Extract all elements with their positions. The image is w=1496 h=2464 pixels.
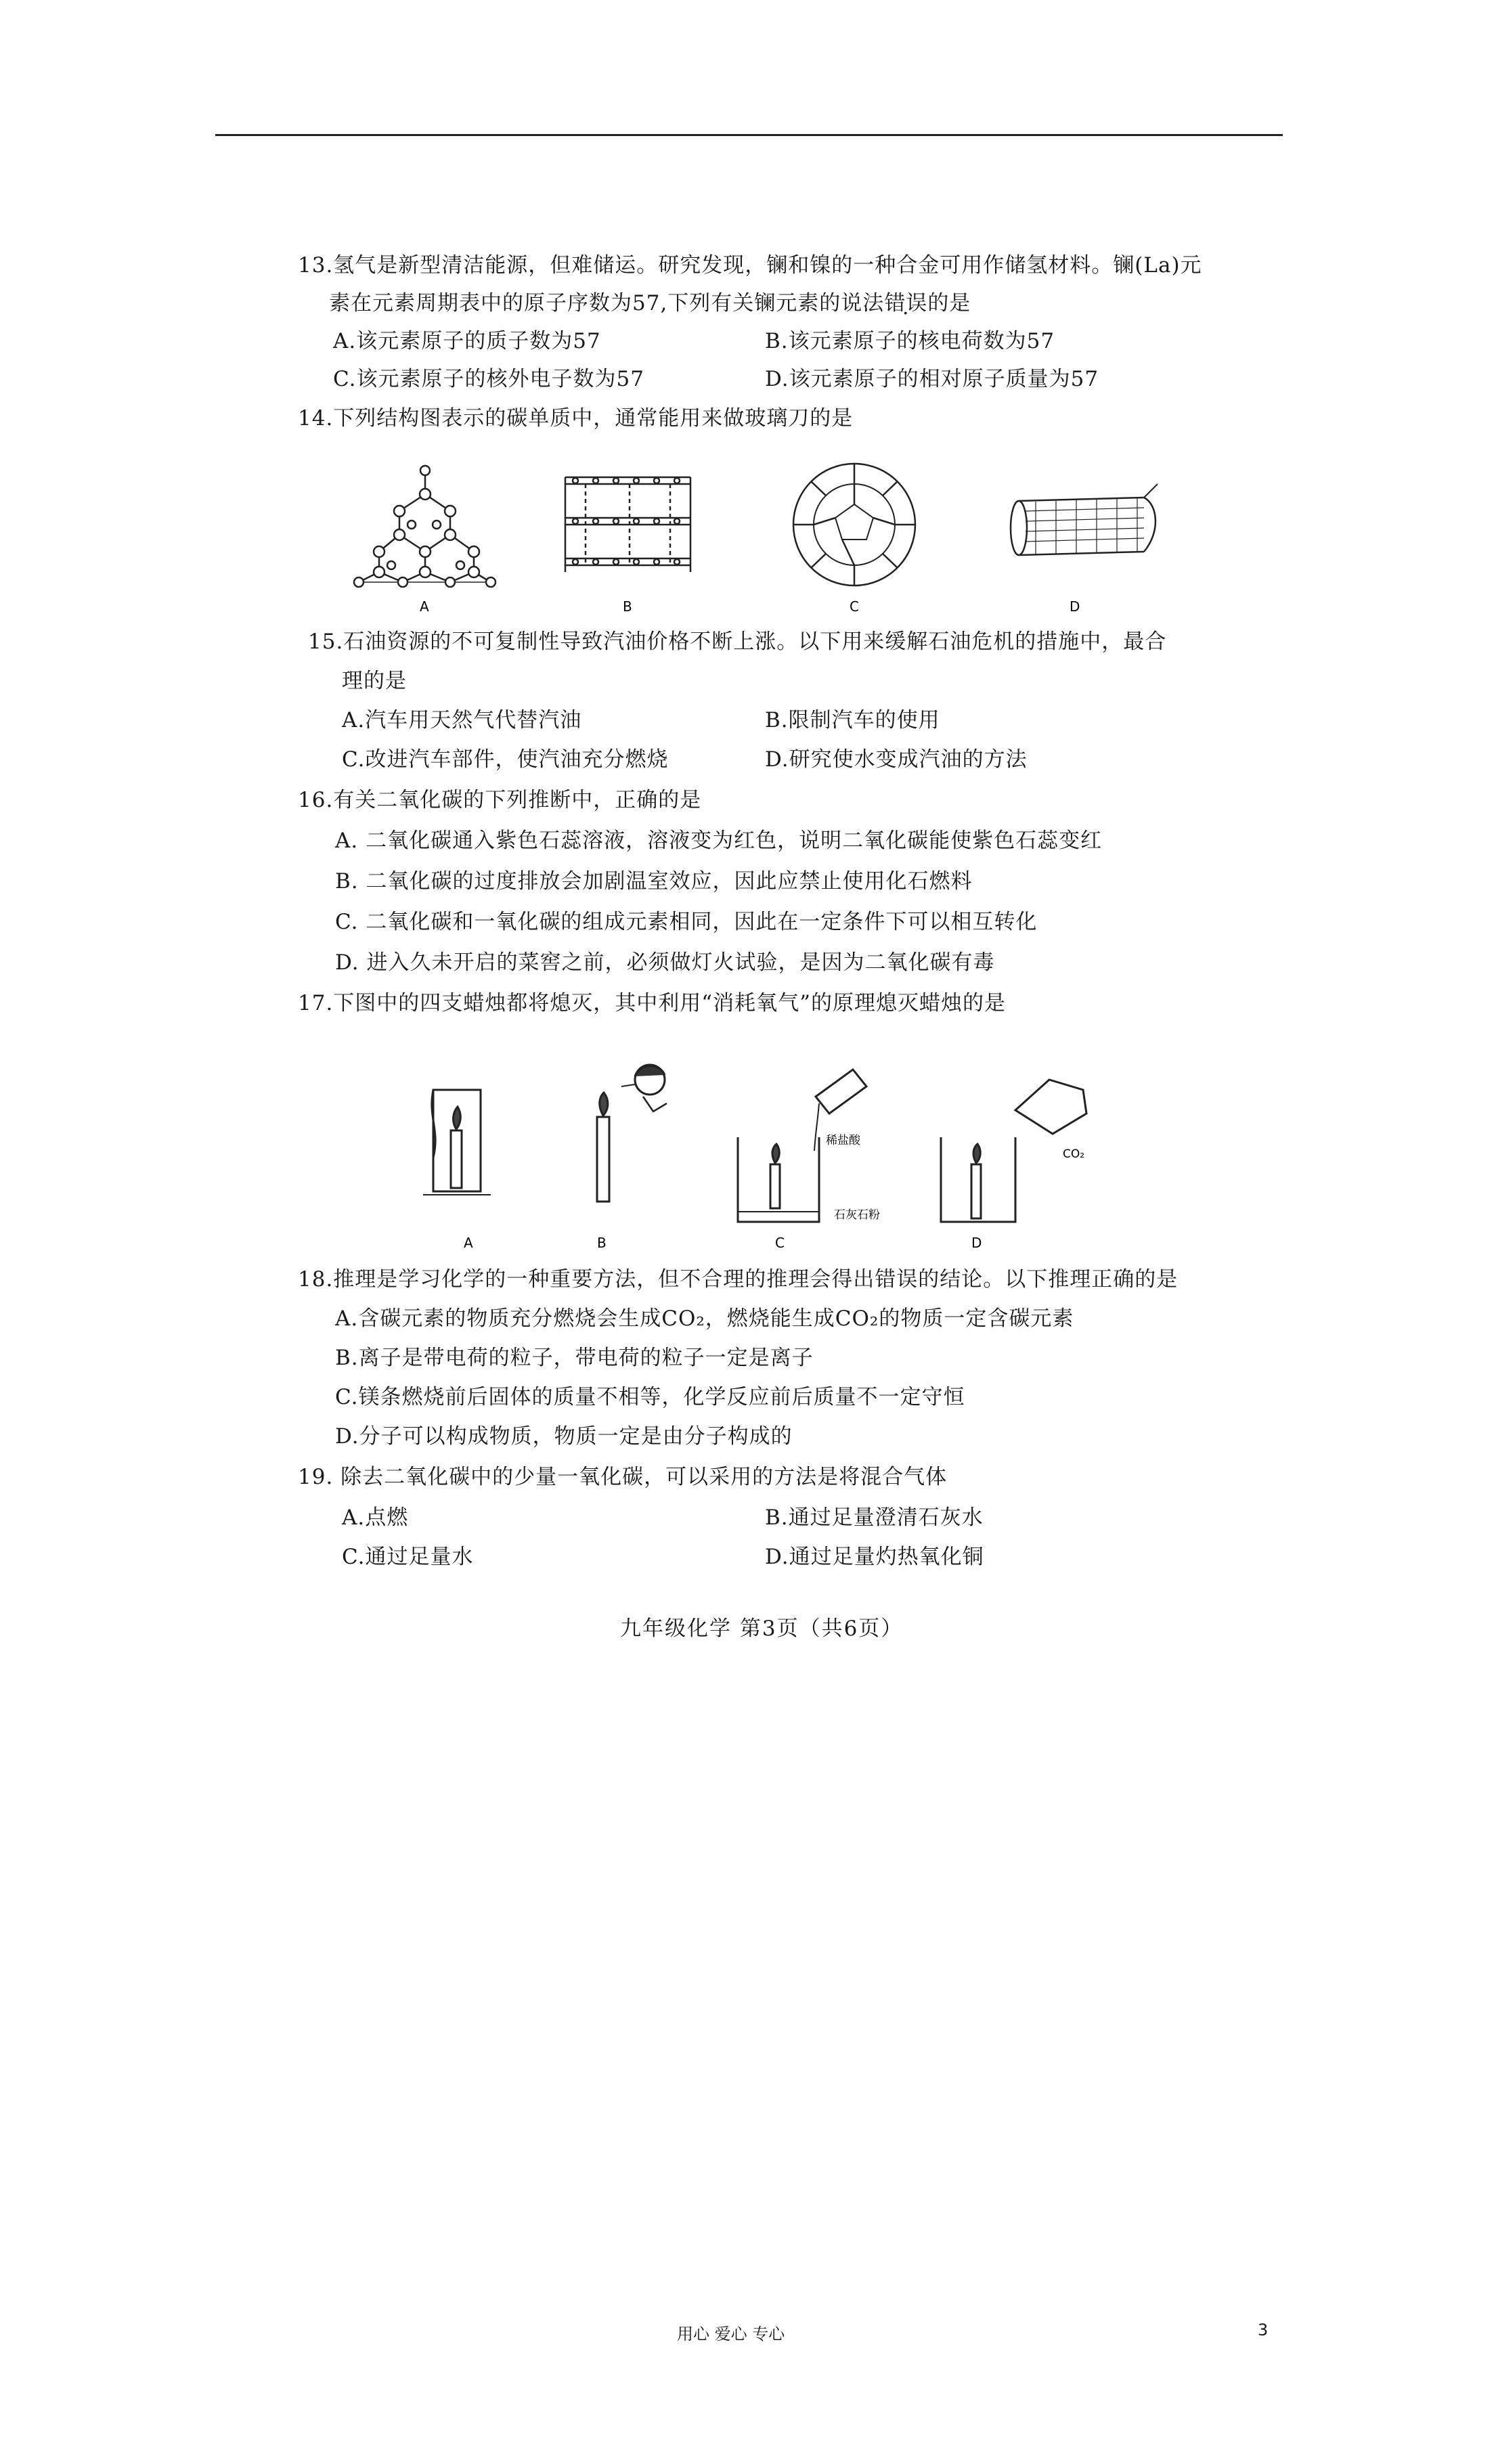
q13-option-d: D.该元素原子的相对原子质量为57 (765, 367, 1099, 391)
q19-option-c: C.通过足量水 (342, 1545, 474, 1569)
q13-option-c: C.该元素原子的核外电子数为57 (333, 367, 644, 391)
q17-stem: 17.下图中的四支蜡烛都将熄灭，其中利用“消耗氧气”的原理熄灭蜡烛的是 (298, 991, 1006, 1015)
q17-label-c: C (775, 1235, 785, 1251)
q13-option-a: A.该元素原子的质子数为57 (333, 329, 601, 353)
q17-label-b: B (597, 1235, 607, 1251)
q13-option-b: B.该元素原子的核电荷数为57 (765, 329, 1055, 353)
q13-stem-line1: 13.氢气是新型清洁能源，但难储运。研究发现，镧和镍的一种合金可用作储氢材料。镧(La)元 (298, 253, 1202, 278)
bottom-motto: 用心 爱心 专心 (677, 2325, 785, 2344)
q17-label-a: A (464, 1235, 473, 1251)
top-rule (215, 134, 1283, 136)
candle-blown (597, 1065, 667, 1202)
q15-option-b: B.限制汽车的使用 (765, 708, 940, 732)
page-number: 3 (1258, 2320, 1269, 2339)
q15-option-a: A.汽车用天然气代替汽油 (342, 708, 582, 732)
q15-option-c: C.改进汽车部件，使汽油充分燃烧 (342, 747, 669, 772)
q17-label-d: D (971, 1235, 982, 1251)
q16-option-d: D. 进入久未开启的菜窖之前，必须做灯火试验，是因为二氧化碳有毒 (335, 950, 995, 975)
q15-stem-line2: 理的是 (342, 669, 407, 693)
label-co2: CO₂ (1063, 1147, 1085, 1161)
q19-option-b: B.通过足量澄清石灰水 (765, 1505, 984, 1530)
candles-figure (420, 1056, 1103, 1252)
q16-stem: 16.有关二氧化碳的下列推断中，正确的是 (298, 788, 702, 812)
q16-option-a: A. 二氧化碳通入紫色石蕊溶液，溶液变为红色，说明二氧化碳能使紫色石蕊变红 (335, 829, 1103, 853)
q15-stem-line1: 15.石油资源的不可复制性导致汽油价格不断上涨。以下用来缓解石油危机的措施中，最合 (308, 630, 1167, 654)
q18-option-c: C.镁条燃烧前后固体的质量不相等，化学反应前后质量不一定守恒 (335, 1385, 965, 1409)
q19-option-d: D.通过足量灼热氧化铜 (765, 1545, 984, 1569)
q18-stem: 18.推理是学习化学的一种重要方法，但不合理的推理会得出错误的结论。以下推理正确的是 (298, 1267, 1179, 1292)
label-dilute-hcl: 稀盐酸 (826, 1134, 860, 1147)
q16-option-c: C. 二氧化碳和一氧化碳的组成元素相同，因此在一定条件下可以相互转化 (335, 910, 1038, 934)
q14-label-b: B (623, 598, 632, 615)
q15-option-d: D.研究使水变成汽油的方法 (765, 747, 1028, 772)
q14-label-d: D (1070, 598, 1080, 615)
q19-option-a: A.点燃 (342, 1505, 409, 1530)
q13-stem-line2: 素在元素周期表中的原子序数为57,下列有关镧元素的说法错误的是 (329, 291, 971, 315)
candle-covered (423, 1090, 491, 1195)
q18-option-a: A.含碳元素的物质充分燃烧会生成CO₂，燃烧能生成CO₂的物质一定含碳元素 (335, 1306, 1074, 1331)
q16-option-b: B. 二氧化碳的过度排放会加剧温室效应，因此应禁止使用化石燃料 (335, 869, 973, 894)
carbon-structures-figure (352, 457, 1185, 623)
page-footer: 九年级化学 第3页（共6页） (620, 1616, 904, 1641)
graphite-structure (565, 477, 690, 572)
emphasis-error: 错误 (884, 291, 928, 315)
q19-stem: 19. 除去二氧化碳中的少量一氧化碳，可以采用的方法是将混合气体 (298, 1465, 948, 1489)
q18-option-d: D.分子可以构成物质，物质一定是由分子构成的 (335, 1424, 793, 1449)
nanotube-structure (1011, 484, 1158, 555)
diamond-structure (354, 466, 496, 587)
label-limestone-powder: 石灰石粉 (834, 1208, 880, 1222)
q14-label-c: C (850, 598, 859, 615)
fullerene-structure (793, 464, 915, 586)
q14-stem: 14.下列结构图表示的碳单质中，通常能用来做玻璃刀的是 (298, 406, 854, 431)
q14-label-a: A (420, 598, 429, 615)
q18-option-b: B.离子是带电荷的粒子，带电荷的粒子一定是离子 (335, 1346, 814, 1370)
